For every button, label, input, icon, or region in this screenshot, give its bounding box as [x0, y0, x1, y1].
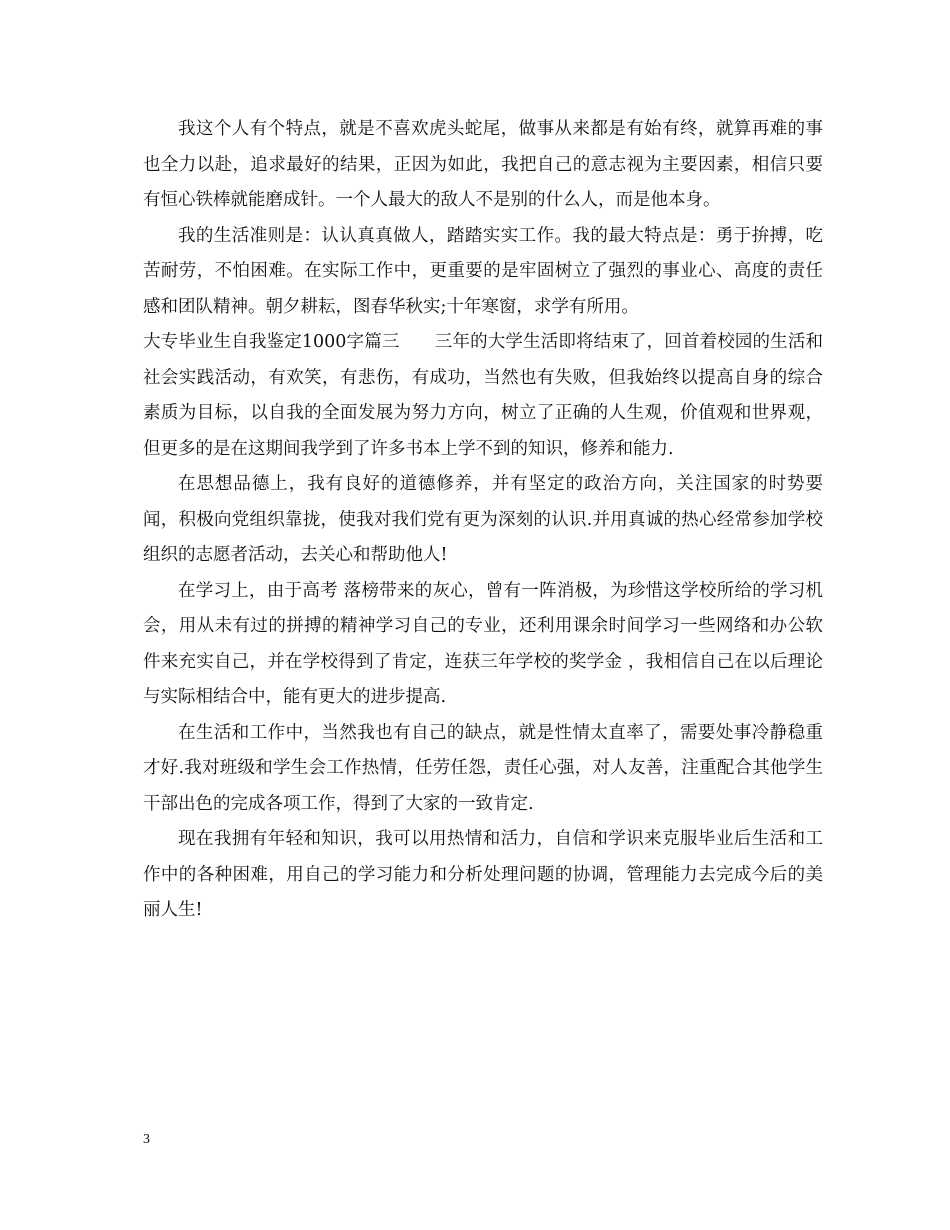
- paragraph-5: 在学习上，由于高考 落榜带来的灰心，曾有一阵消极，为珍惜这学校所给的学习机会，用从未有过的拼搏的精神学习自己的专业，还利用课余时间学习一些网络和办公软件来充实自己，并在学校得到了肯定，连获三年学校的奖学金 ，我相信自己在以后理论与实际相结合中，能有更大的进步提高.: [143, 580, 823, 707]
- paragraph-1: 我这个人有个特点，就是不喜欢虎头蛇尾，做事从来都是有始有终，就算再难的事也全力以赴，追求最好的结果，正因为如此，我把自己的意志视为主要因素，相信只要有恒心铁棒就能磨成针。一个人最大的敌人不是别的什么人，而是他本身。: [143, 119, 823, 210]
- paragraph-7: 现在我拥有年轻和知识，我可以用热情和活力，自信和学识来克服毕业后生活和工作中的各种困难，用自己的学习能力和分析处理问题的协调，管理能力去完成今后的美丽人生!: [143, 829, 823, 920]
- page-number: 3: [143, 1132, 150, 1147]
- paragraph-2: 我的生活准则是：认认真真做人，踏踏实实工作。我的最大特点是：勇于拚搏，吃苦耐劳，不怕困难。在实际工作中，更重要的是牢固树立了强烈的事业心、高度的责任感和团队精神。朝夕耕耘，图春华秋实;十年寒窗，求学有所用。: [143, 225, 823, 317]
- document-body: [143, 112, 823, 929]
- paragraph-4: 在思想品德上，我有良好的道德修养，并有坚定的政治方向，关注国家的时势要闻，积极向党组织靠拢，使我对我们党有更为深刻的认识.并用真诚的热心经常参加学校组织的志愿者活动，去关心和帮助他人!: [143, 474, 823, 565]
- paragraph-3-with-section-heading: 大专毕业生自我鉴定1000字篇三 三年的大学生活即将结束了，回首着校园的生活和社会实践活动，有欢笑，有悲伤，有成功，当然也有失败，但我始终以提高自身的综合素质为目标，以自我的全面发展为努力方向，树立了正确的人生观，价值观和世界观，但更多的是在这期间我学到了许多书本上学不到的知识，修养和能力.: [143, 332, 823, 459]
- paragraph-6: 在生活和工作中，当然我也有自己的缺点，就是性情太直率了，需要处事冷静稳重才好.我对班级和学生会工作热情，任劳任怨，责任心强，对人友善，注重配合其他学生干部出色的完成各项工作，得到了大家的一致肯定.: [143, 722, 823, 814]
